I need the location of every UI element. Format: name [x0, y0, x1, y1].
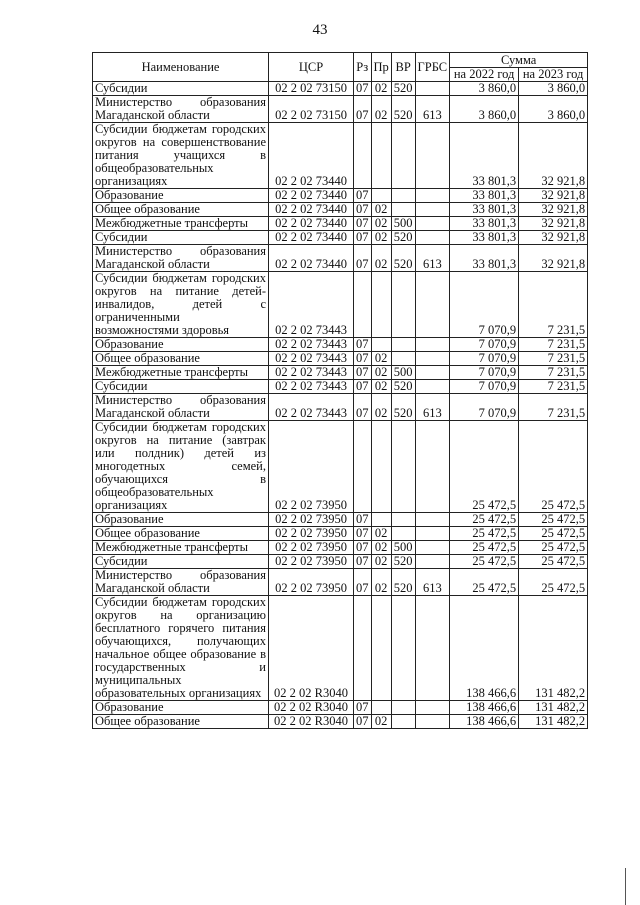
row-vr: 520	[391, 82, 415, 96]
row-sum-2023: 7 231,5	[519, 338, 588, 352]
row-rz: 07	[354, 569, 372, 596]
table-row	[93, 527, 588, 541]
row-name: Общее образование	[93, 527, 269, 541]
row-grbs	[415, 123, 450, 189]
scan-edge-mark	[625, 868, 626, 905]
table-row	[93, 513, 588, 527]
row-sum-2022: 33 801,3	[450, 231, 519, 245]
row-sum-2023: 7 231,5	[519, 380, 588, 394]
row-pr: 02	[371, 527, 391, 541]
row-pr: 02	[371, 366, 391, 380]
table-body	[93, 82, 588, 729]
row-vr	[391, 527, 415, 541]
row-grbs	[415, 513, 450, 527]
row-sum-2022: 25 472,5	[450, 421, 519, 513]
row-rz: 07	[354, 231, 372, 245]
row-name: Субсидии	[93, 555, 269, 569]
row-pr: 02	[371, 96, 391, 123]
row-name: Министерство образования Магаданской области	[93, 394, 269, 421]
row-sum-2022: 138 466,6	[450, 715, 519, 729]
row-sum-2022: 25 472,5	[450, 569, 519, 596]
row-csr: 02 2 02 73440	[269, 123, 354, 189]
row-rz: 07	[354, 366, 372, 380]
row-sum-2022: 25 472,5	[450, 555, 519, 569]
row-name: Субсидии	[93, 231, 269, 245]
row-pr: 02	[371, 231, 391, 245]
table-row	[93, 421, 588, 513]
row-grbs	[415, 189, 450, 203]
row-sum-2022: 25 472,5	[450, 541, 519, 555]
row-grbs	[415, 555, 450, 569]
row-pr	[371, 272, 391, 338]
table-row	[93, 123, 588, 189]
header-csr: ЦСР	[269, 53, 354, 82]
row-sum-2023: 7 231,5	[519, 366, 588, 380]
row-grbs	[415, 541, 450, 555]
row-pr: 02	[371, 569, 391, 596]
row-pr: 02	[371, 555, 391, 569]
row-sum-2023: 32 921,8	[519, 203, 588, 217]
row-vr	[391, 352, 415, 366]
table-row	[93, 352, 588, 366]
table-row	[93, 231, 588, 245]
row-sum-2023: 7 231,5	[519, 352, 588, 366]
row-pr	[371, 338, 391, 352]
row-pr	[371, 596, 391, 701]
row-rz: 07	[354, 394, 372, 421]
row-pr	[371, 123, 391, 189]
row-rz: 07	[354, 715, 372, 729]
row-grbs	[415, 272, 450, 338]
row-name: Образование	[93, 701, 269, 715]
table-row	[93, 338, 588, 352]
row-grbs: 613	[415, 245, 450, 272]
row-name: Субсидии	[93, 380, 269, 394]
table-row	[93, 272, 588, 338]
row-csr: 02 2 02 R3040	[269, 596, 354, 701]
row-grbs: 613	[415, 96, 450, 123]
row-vr: 520	[391, 394, 415, 421]
row-vr	[391, 715, 415, 729]
row-vr: 500	[391, 366, 415, 380]
row-sum-2022: 33 801,3	[450, 189, 519, 203]
row-sum-2023: 25 472,5	[519, 527, 588, 541]
row-sum-2022: 33 801,3	[450, 245, 519, 272]
row-grbs	[415, 421, 450, 513]
row-grbs	[415, 82, 450, 96]
row-pr: 02	[371, 245, 391, 272]
row-sum-2023: 25 472,5	[519, 421, 588, 513]
row-sum-2023: 7 231,5	[519, 394, 588, 421]
row-grbs	[415, 231, 450, 245]
row-rz	[354, 421, 372, 513]
row-sum-2023: 7 231,5	[519, 272, 588, 338]
row-pr	[371, 189, 391, 203]
header-name: Наименование	[93, 53, 269, 82]
row-csr: 02 2 02 73443	[269, 380, 354, 394]
row-pr: 02	[371, 541, 391, 555]
row-rz: 07	[354, 352, 372, 366]
row-rz	[354, 272, 372, 338]
row-grbs	[415, 203, 450, 217]
row-name: Субсидии бюджетам городских округов на питание (завтрак или полдник) детей из многодетных семей, обучающихся в общеобразовательных организациях	[93, 421, 269, 513]
row-rz: 07	[354, 527, 372, 541]
header-vr: ВР	[391, 53, 415, 82]
table-row	[93, 555, 588, 569]
row-vr	[391, 513, 415, 527]
row-csr: 02 2 02 73950	[269, 569, 354, 596]
table-row	[93, 217, 588, 231]
row-pr: 02	[371, 394, 391, 421]
row-name: Общее образование	[93, 203, 269, 217]
row-name: Субсидии	[93, 82, 269, 96]
row-csr: 02 2 02 73443	[269, 272, 354, 338]
row-name: Межбюджетные трансферты	[93, 541, 269, 555]
row-sum-2023: 32 921,8	[519, 217, 588, 231]
header-grbs: ГРБС	[415, 53, 450, 82]
row-sum-2023: 32 921,8	[519, 245, 588, 272]
row-name: Субсидии бюджетам городских округов на питание детей-инвалидов, детей с ограниченными возможностями здоровья	[93, 272, 269, 338]
row-rz: 07	[354, 338, 372, 352]
row-sum-2023: 32 921,8	[519, 189, 588, 203]
row-sum-2023: 3 860,0	[519, 96, 588, 123]
row-grbs	[415, 217, 450, 231]
row-csr: 02 2 02 73950	[269, 421, 354, 513]
row-name: Межбюджетные трансферты	[93, 217, 269, 231]
row-vr: 500	[391, 541, 415, 555]
table-row	[93, 715, 588, 729]
row-name: Субсидии бюджетам городских округов на организацию бесплатного горячего питания обучающихся, получающих начальное общее образование в государственных и муниципальных образовательных организациях	[93, 596, 269, 701]
row-csr: 02 2 02 73950	[269, 555, 354, 569]
row-pr: 02	[371, 380, 391, 394]
row-name: Общее образование	[93, 352, 269, 366]
row-rz: 07	[354, 203, 372, 217]
row-vr: 520	[391, 555, 415, 569]
row-csr: 02 2 02 73440	[269, 217, 354, 231]
page-number: 43	[312, 22, 328, 38]
row-name: Общее образование	[93, 715, 269, 729]
row-vr: 520	[391, 569, 415, 596]
row-csr: 02 2 02 R3040	[269, 715, 354, 729]
row-name: Образование	[93, 189, 269, 203]
table-row	[93, 541, 588, 555]
row-sum-2023: 32 921,8	[519, 123, 588, 189]
header-rz: Рз	[354, 53, 372, 82]
row-sum-2022: 3 860,0	[450, 96, 519, 123]
table-row	[93, 366, 588, 380]
table-row	[93, 394, 588, 421]
row-rz: 07	[354, 555, 372, 569]
row-grbs	[415, 527, 450, 541]
row-grbs	[415, 352, 450, 366]
row-sum-2023: 25 472,5	[519, 569, 588, 596]
table-row	[93, 96, 588, 123]
table-row	[93, 82, 588, 96]
row-name: Образование	[93, 513, 269, 527]
row-name: Министерство образования Магаданской области	[93, 245, 269, 272]
row-vr: 520	[391, 245, 415, 272]
row-sum-2022: 3 860,0	[450, 82, 519, 96]
row-csr: 02 2 02 R3040	[269, 701, 354, 715]
row-vr	[391, 189, 415, 203]
row-vr: 500	[391, 217, 415, 231]
budget-table	[92, 52, 588, 729]
row-sum-2023: 3 860,0	[519, 82, 588, 96]
row-pr: 02	[371, 715, 391, 729]
header-2022: на 2022 год	[450, 68, 519, 82]
row-vr	[391, 338, 415, 352]
row-pr	[371, 513, 391, 527]
row-sum-2022: 138 466,6	[450, 596, 519, 701]
row-csr: 02 2 02 73150	[269, 82, 354, 96]
row-csr: 02 2 02 73440	[269, 245, 354, 272]
row-vr	[391, 272, 415, 338]
row-name: Межбюджетные трансферты	[93, 366, 269, 380]
row-grbs: 613	[415, 569, 450, 596]
row-rz	[354, 596, 372, 701]
row-rz: 07	[354, 513, 372, 527]
row-sum-2022: 33 801,3	[450, 217, 519, 231]
row-csr: 02 2 02 73440	[269, 189, 354, 203]
row-name: Министерство образования Магаданской области	[93, 96, 269, 123]
row-rz: 07	[354, 217, 372, 231]
header-sum: Сумма	[450, 53, 588, 68]
row-sum-2022: 33 801,3	[450, 123, 519, 189]
row-sum-2022: 7 070,9	[450, 394, 519, 421]
row-vr	[391, 123, 415, 189]
row-csr: 02 2 02 73443	[269, 338, 354, 352]
row-sum-2023: 25 472,5	[519, 513, 588, 527]
row-sum-2022: 25 472,5	[450, 527, 519, 541]
row-sum-2023: 25 472,5	[519, 541, 588, 555]
row-pr: 02	[371, 82, 391, 96]
row-sum-2022: 138 466,6	[450, 701, 519, 715]
row-csr: 02 2 02 73443	[269, 366, 354, 380]
row-rz: 07	[354, 189, 372, 203]
row-rz	[354, 123, 372, 189]
row-vr	[391, 701, 415, 715]
row-name: Образование	[93, 338, 269, 352]
row-sum-2022: 7 070,9	[450, 366, 519, 380]
row-pr: 02	[371, 203, 391, 217]
row-csr: 02 2 02 73443	[269, 394, 354, 421]
row-rz: 07	[354, 96, 372, 123]
row-vr: 520	[391, 231, 415, 245]
row-pr	[371, 701, 391, 715]
row-sum-2022: 7 070,9	[450, 380, 519, 394]
row-rz: 07	[354, 541, 372, 555]
row-sum-2023: 131 482,2	[519, 715, 588, 729]
row-sum-2022: 7 070,9	[450, 338, 519, 352]
row-rz: 07	[354, 82, 372, 96]
row-vr	[391, 203, 415, 217]
row-name: Министерство образования Магаданской области	[93, 569, 269, 596]
header-2023: на 2023 год	[519, 68, 588, 82]
row-csr: 02 2 02 73440	[269, 203, 354, 217]
row-rz: 07	[354, 380, 372, 394]
row-csr: 02 2 02 73150	[269, 96, 354, 123]
row-sum-2023: 25 472,5	[519, 555, 588, 569]
row-vr	[391, 596, 415, 701]
table-row	[93, 189, 588, 203]
row-pr: 02	[371, 352, 391, 366]
table-row	[93, 380, 588, 394]
row-grbs	[415, 701, 450, 715]
row-vr: 520	[391, 380, 415, 394]
row-rz: 07	[354, 701, 372, 715]
row-vr: 520	[391, 96, 415, 123]
row-grbs	[415, 715, 450, 729]
table-row	[93, 245, 588, 272]
row-csr: 02 2 02 73950	[269, 513, 354, 527]
row-grbs	[415, 366, 450, 380]
row-sum-2022: 7 070,9	[450, 272, 519, 338]
row-csr: 02 2 02 73950	[269, 541, 354, 555]
row-pr	[371, 421, 391, 513]
row-sum-2023: 32 921,8	[519, 231, 588, 245]
table-row	[93, 701, 588, 715]
row-pr: 02	[371, 217, 391, 231]
row-csr: 02 2 02 73443	[269, 352, 354, 366]
table-row	[93, 569, 588, 596]
table-row	[93, 203, 588, 217]
row-rz: 07	[354, 245, 372, 272]
row-name: Субсидии бюджетам городских округов на совершенствование питания учащихся в общеобразовательных организациях	[93, 123, 269, 189]
row-sum-2023: 131 482,2	[519, 596, 588, 701]
row-sum-2022: 7 070,9	[450, 352, 519, 366]
row-sum-2022: 33 801,3	[450, 203, 519, 217]
row-csr: 02 2 02 73950	[269, 527, 354, 541]
row-vr	[391, 421, 415, 513]
row-sum-2023: 131 482,2	[519, 701, 588, 715]
row-csr: 02 2 02 73440	[269, 231, 354, 245]
row-grbs	[415, 338, 450, 352]
table-row	[93, 596, 588, 701]
row-grbs: 613	[415, 394, 450, 421]
row-grbs	[415, 380, 450, 394]
header-pr: Пр	[371, 53, 391, 82]
row-sum-2022: 25 472,5	[450, 513, 519, 527]
row-grbs	[415, 596, 450, 701]
